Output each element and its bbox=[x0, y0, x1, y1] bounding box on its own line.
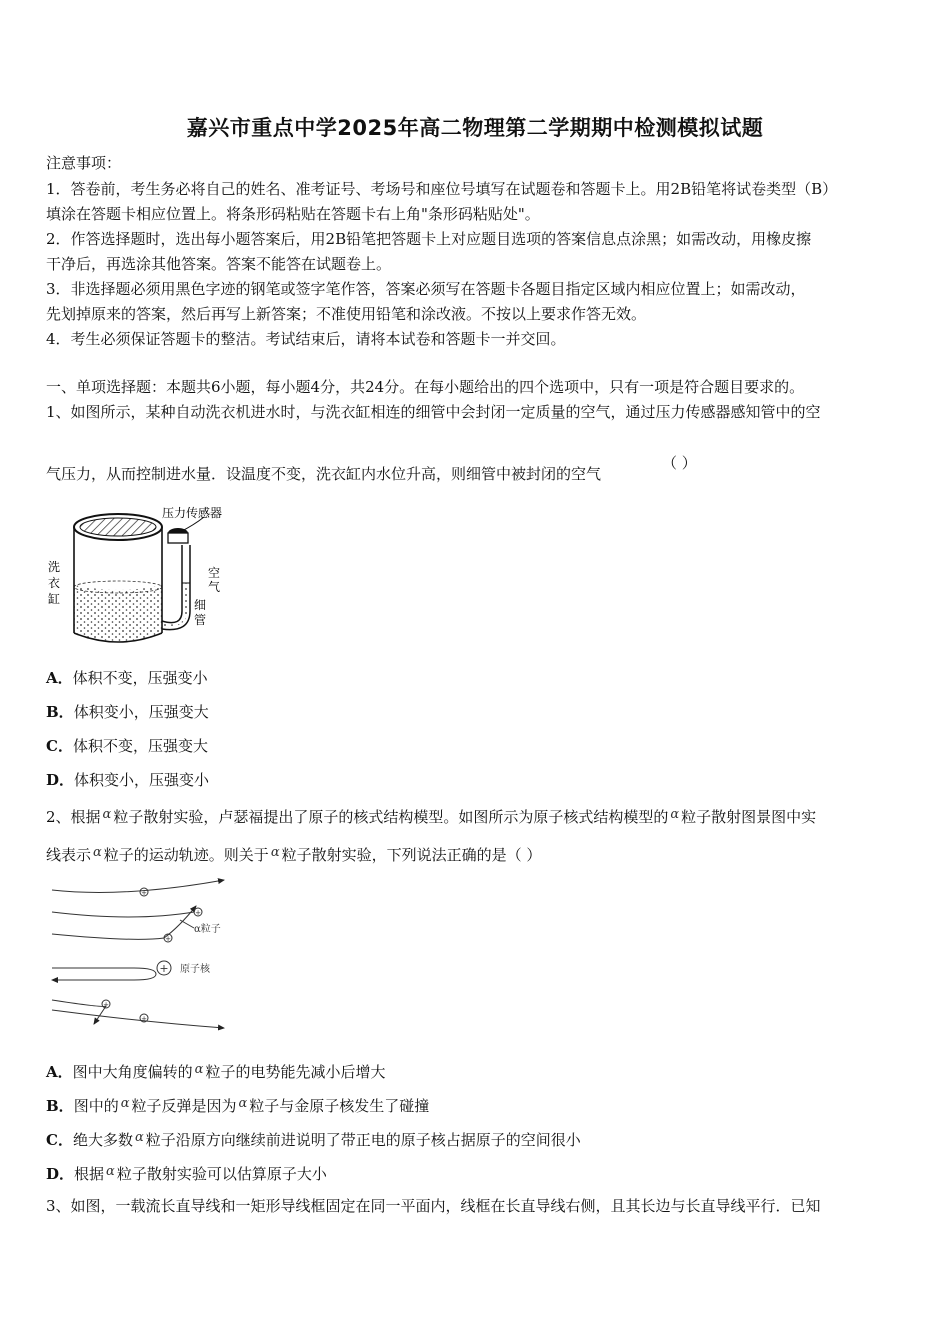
q2-option-b bbox=[46, 1094, 908, 1116]
plus-sign: + bbox=[141, 1015, 147, 1023]
q2-stem bbox=[46, 805, 908, 827]
q2-option-c bbox=[46, 1128, 908, 1150]
q1-option-d bbox=[46, 770, 908, 790]
alpha-symbol: α bbox=[102, 807, 112, 822]
q1-option-a bbox=[46, 668, 908, 688]
option-text: 体积不变，压强变大 bbox=[72, 737, 208, 755]
q1-answer-paren: （ ） bbox=[662, 454, 697, 472]
option-text: 体积变小，压强变大 bbox=[73, 703, 209, 721]
q2-stem-part: 粒子散射图景图中实 bbox=[681, 808, 817, 826]
label-air: 空 bbox=[208, 566, 221, 580]
label-tube: 细 bbox=[194, 598, 207, 612]
plus-sign: + bbox=[165, 935, 171, 943]
option-text: 粒子散射实验可以估算原子大小 bbox=[116, 1165, 327, 1183]
notice-line: 2．作答选择题时，选出每小题答案后，用2B铅笔把答题卡上对应题目选项的答案信息点涂黑；如需改动，用橡皮擦 bbox=[46, 230, 812, 248]
alpha-symbol: α bbox=[93, 845, 102, 860]
alpha-symbol: α bbox=[270, 845, 280, 860]
option-letter: D． bbox=[46, 771, 75, 789]
alpha-scattering-figure bbox=[44, 872, 240, 1032]
option-text: 粒子与金原子核发生了碰撞 bbox=[249, 1097, 430, 1115]
notice-line: 先划掉原来的答案，然后再写上新答案；不准使用铅笔和涂改液。不按以上要求作答无效。 bbox=[46, 305, 647, 323]
q1-stem: 1、如图所示，某种自动洗衣机进水时，与洗衣缸相连的细管中会封闭一定质量的空气，通过压力传感器感知管中的空 bbox=[46, 403, 821, 421]
option-text: 绝大多数 bbox=[72, 1131, 133, 1149]
q2-stem-part: 粒子的运动轨迹。则关于 bbox=[103, 846, 269, 864]
washing-machine-figure bbox=[44, 503, 234, 655]
option-letter: D． bbox=[46, 1165, 75, 1183]
option-text: 体积变小，压强变小 bbox=[74, 771, 210, 789]
label-tub: 洗 bbox=[48, 560, 61, 574]
q2-option-a bbox=[46, 1060, 908, 1082]
plus-sign: + bbox=[103, 1001, 109, 1009]
q2-stem bbox=[46, 843, 908, 865]
q1-option-c bbox=[46, 736, 908, 756]
notice-line: 1．答卷前，考生务必将自己的姓名、准考证号、考场号和座位号填写在试题卷和答题卡上。用2B铅笔将试卷类型（B） bbox=[46, 180, 838, 198]
alpha-symbol: α bbox=[120, 1096, 130, 1111]
option-letter: B． bbox=[46, 703, 74, 721]
q3-stem: 3、如图，一载流长直导线和一矩形导线框固定在同一平面内，线框在长直导线右侧，且其长边与长直导线平行．已知 bbox=[46, 1197, 821, 1215]
label-air: 气 bbox=[208, 580, 221, 594]
notice-heading: 注意事项： bbox=[46, 154, 122, 172]
notice-line: 填涂在答题卡相应位置上。将条形码粘贴在答题卡右上角"条形码粘贴处"。 bbox=[46, 205, 540, 223]
q2-stem-part: 2、根据 bbox=[46, 808, 101, 826]
option-text: 粒子的电势能先减小后增大 bbox=[205, 1063, 386, 1081]
q2-option-d bbox=[46, 1162, 908, 1184]
option-text: 粒子沿原方向继续前进说明了带正电的原子核占据原子的空间很小 bbox=[145, 1131, 581, 1149]
alpha-symbol: α bbox=[134, 1130, 144, 1145]
label-tub: 缸 bbox=[48, 592, 61, 606]
plus-sign: + bbox=[141, 889, 147, 897]
option-letter: C． bbox=[46, 737, 73, 755]
label-nucleus: 原子核 bbox=[180, 964, 210, 975]
option-text: 图中大角度偏转的 bbox=[72, 1063, 193, 1081]
option-text: 粒子反弹是因为 bbox=[131, 1097, 237, 1115]
q2-stem-part: 粒子散射实验，卢瑟福提出了原子的核式结构模型。如图所示为原子核式结构模型的 bbox=[113, 808, 669, 826]
alpha-symbol: α bbox=[106, 1164, 115, 1179]
label-alpha-particle: α粒子 bbox=[194, 924, 221, 935]
option-text: 体积不变，压强变小 bbox=[72, 669, 208, 687]
alpha-symbol: α bbox=[194, 1062, 204, 1077]
q2-stem-part: 粒子散射实验，下列说法正确的是（ ） bbox=[281, 846, 542, 864]
nucleus-plus: + bbox=[159, 962, 169, 975]
option-letter: C． bbox=[46, 1131, 73, 1149]
notice-line: 3．非选择题必须用黑色字迹的钢笔或签字笔作答，答案必须写在答题卡各题目指定区域内相应位置上；如需改动， bbox=[46, 280, 806, 298]
option-letter: A． bbox=[46, 669, 73, 687]
alpha-symbol: α bbox=[670, 807, 680, 822]
label-tub: 衣 bbox=[48, 576, 61, 590]
option-text: 图中的 bbox=[73, 1097, 119, 1115]
notice-line: 4．考生必须保证答题卡的整洁。考试结束后，请将本试卷和答题卡一并交回。 bbox=[46, 330, 566, 348]
alpha-symbol: α bbox=[238, 1096, 248, 1111]
option-text: 根据 bbox=[74, 1165, 105, 1183]
label-pressure-sensor: 压力传感器 bbox=[162, 506, 223, 520]
q2-stem-part: 线表示 bbox=[46, 846, 92, 864]
page-title: 嘉兴市重点中学2025年高二物理第二学期期中检测模拟试题 bbox=[186, 116, 764, 140]
notice-line: 干净后，再选涂其他答案。答案不能答在试题卷上。 bbox=[46, 255, 392, 273]
q1-stem: 气压力，从而控制进水量．设温度不变，洗衣缸内水位升高，则细管中被封闭的空气 bbox=[46, 465, 602, 483]
q1-option-b bbox=[46, 702, 908, 722]
option-letter: A． bbox=[46, 1063, 73, 1081]
plus-sign: + bbox=[195, 909, 201, 917]
label-tube: 管 bbox=[194, 613, 207, 627]
option-letter: B． bbox=[46, 1097, 74, 1115]
section-heading: 一、单项选择题：本题共6小题，每小题4分，共24分。在每小题给出的四个选项中，只有一项是符合题目要求的。 bbox=[46, 378, 805, 396]
